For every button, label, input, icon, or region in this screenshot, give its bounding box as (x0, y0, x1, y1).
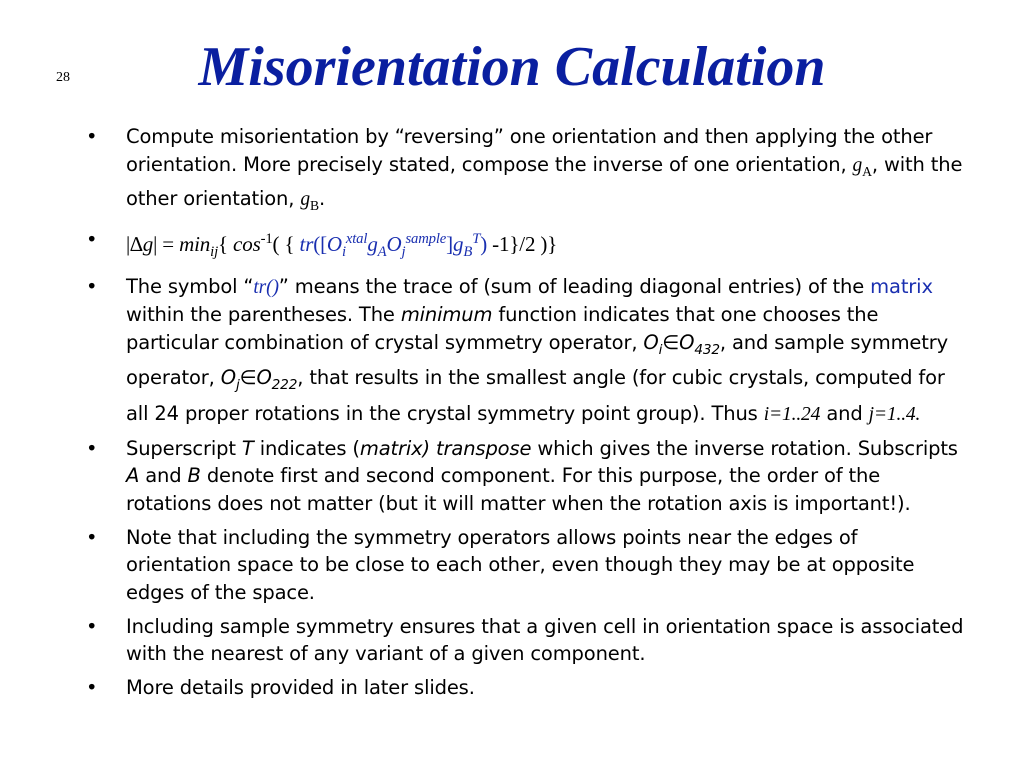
bullet-misorientation-formula (86, 226, 966, 267)
bullet-dot: • (86, 227, 98, 251)
bullet-sample-symmetry (86, 613, 966, 668)
formula-part: |∆ (126, 231, 143, 256)
operator-O: O (256, 366, 272, 390)
emphasis-T: T (241, 436, 254, 460)
superscript: -1 (260, 230, 273, 247)
bullet-dot: • (86, 436, 98, 460)
bullet-dot: • (86, 125, 98, 148)
subscript: A (862, 163, 872, 179)
subscript: i (658, 341, 663, 358)
text-run: Including sample symmetry ensures that a given cell in orientation space is associated with the nearest of any variant of a given component. (126, 614, 964, 666)
formula-part: g (142, 231, 154, 256)
emphasis-A: A (126, 464, 140, 488)
trace-symbol: tr() (253, 276, 279, 298)
slide-title: Misorientation Calculation (198, 36, 826, 98)
formula-tr: tr (299, 231, 314, 256)
matrix-link[interactable]: matrix (870, 274, 933, 298)
subscript: 432 (694, 341, 720, 358)
formula-part: ([ (313, 231, 327, 256)
formula-O: O (386, 231, 402, 256)
element-of-symbol: ∈ (239, 368, 257, 390)
formula-g: g (453, 231, 464, 256)
text-run: . (318, 186, 325, 210)
element-of-symbol: ∈ (662, 332, 680, 354)
bullet-dot: • (86, 274, 98, 298)
formula-part: | = (153, 231, 180, 256)
bullet-trace-symbol (86, 273, 966, 428)
subscript: B (463, 243, 473, 260)
superscript: xtal (345, 230, 368, 247)
text-run: Superscript (126, 436, 242, 460)
subscript: A (377, 243, 387, 260)
superscript: sample (405, 230, 447, 247)
formula-cos: cos (233, 231, 261, 256)
operator-O: O (679, 330, 695, 354)
text-run: More details provided in later slides. (126, 676, 475, 700)
text-run: indicates ( (253, 436, 360, 460)
subscript: ij (210, 243, 219, 260)
bullet-symmetry-operators (86, 524, 966, 607)
formula-g: g (367, 231, 378, 256)
formula-part: -1}/2 )} (487, 231, 558, 256)
text-run: and (820, 401, 869, 425)
bullet-transpose (86, 435, 966, 518)
formula-part: ( { (272, 231, 300, 256)
text-run: and (139, 464, 188, 488)
text-run: The symbol “ (126, 274, 254, 298)
bullet-more-details (86, 674, 966, 702)
text-run: Note that including the symmetry operators allows points near the edges of orientation space to be close to each other, even though they may be at opposite edges of the space. (126, 525, 915, 604)
text-run: Compute misorientation by “reversing” one orientation and then applying the other orientation. More precisely stated, compose the inverse of one orientation, (126, 125, 933, 176)
text-run: , that results in the smallest angle (for cubic crystals, computed for all 24 proper rotations in the crystal symmetry point group). Thus (126, 366, 945, 425)
formula-part: { (218, 231, 234, 256)
formula-min: min (179, 231, 211, 256)
operator-O: O (220, 366, 236, 390)
symbol-g: g (852, 154, 863, 176)
bullet-list (86, 123, 966, 708)
bullet-dot: • (86, 525, 98, 549)
emphasis-B: B (187, 464, 201, 488)
symbol-g: g (300, 188, 310, 210)
operator-O: O (643, 330, 659, 354)
formula-part: ) (480, 231, 488, 256)
index-range-i: i=1..24 (763, 403, 821, 425)
text-run: , and sample symmetry operator, (126, 330, 949, 390)
misorientation-formula (126, 230, 558, 260)
bullet-compute-misorientation (86, 123, 966, 219)
subscript: 222 (271, 377, 298, 394)
text-run: function indicates that one chooses the particular combination of crystal symmetry operator, (126, 303, 879, 354)
bullet-dot: • (86, 676, 98, 700)
text-run: ” means the trace of (sum of leading diagonal entries) of the (278, 274, 871, 298)
subscript: j (401, 243, 406, 260)
superscript: T (472, 230, 481, 247)
formula-O: O (326, 231, 342, 256)
subscript: i (341, 243, 346, 260)
formula-part: ] (446, 231, 454, 256)
index-range-j: j=1..4. (868, 403, 921, 425)
text-run: denote first and second component. For this purpose, the order of the rotations does not matter (but it will matter when the rotation axis is important!). (126, 464, 911, 515)
emphasis-minimum: minimum (400, 303, 493, 327)
emphasis-matrix-transpose: matrix) transpose (359, 436, 532, 460)
text-run: within the parentheses. The (126, 303, 401, 327)
subscript: j (235, 377, 240, 394)
text-run: which gives the inverse rotation. Subscripts (531, 436, 958, 460)
subscript: B (309, 197, 319, 213)
text-run: , with the other orientation, (126, 152, 963, 210)
bullet-dot: • (86, 614, 98, 638)
slide-number: 28 (56, 70, 70, 85)
